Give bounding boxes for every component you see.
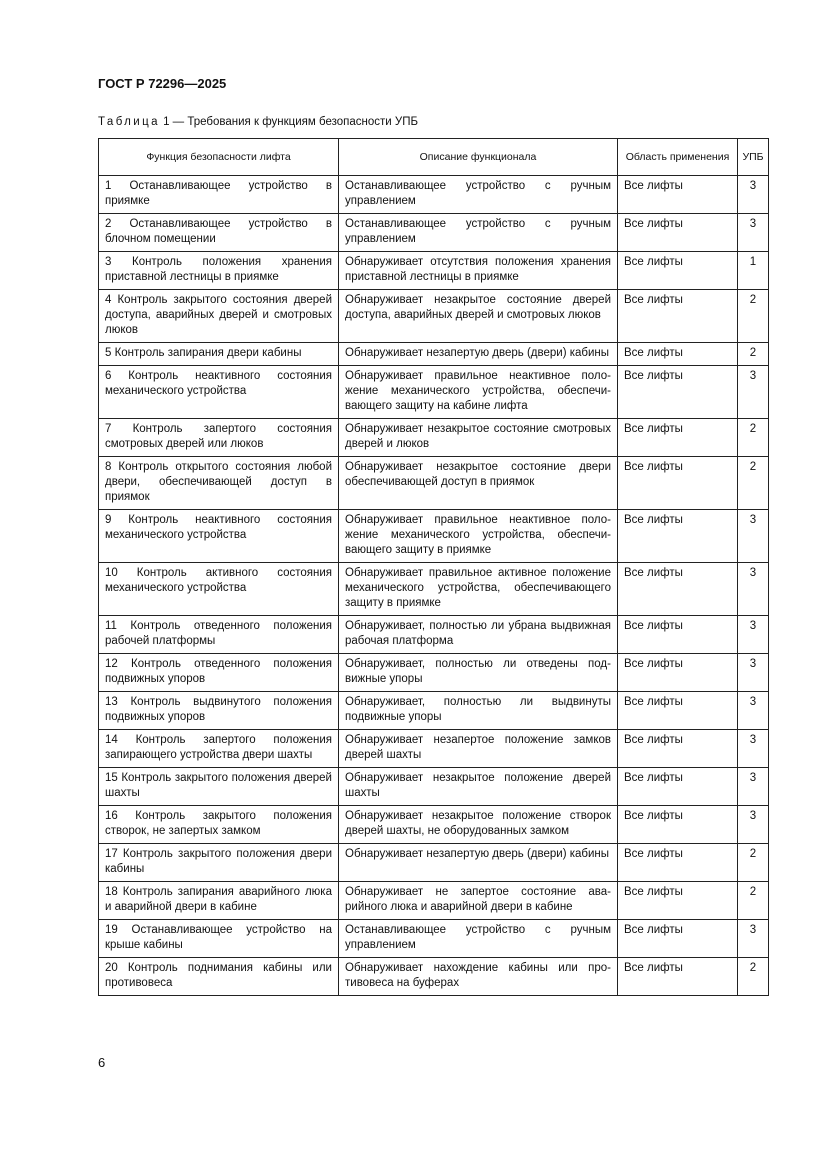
- table-row: [99, 419, 769, 457]
- function-cell: 2 Останавливающее устройство в блочном помещении: [99, 214, 339, 252]
- column-header-description: Описание функционала: [339, 139, 618, 176]
- description-cell: Обнаруживает, полностью ли отведены подвижные упоры: [339, 654, 618, 692]
- table-row: [99, 806, 769, 844]
- table-row: [99, 616, 769, 654]
- function-cell: 6 Контроль неактивного состояния механического устройства: [99, 366, 339, 419]
- function-cell: 13 Контроль выдвинутого положения подвижных упоров: [99, 692, 339, 730]
- description-cell: Останавливающее устройство с ручным управлением: [339, 920, 618, 958]
- scope-cell: Все лифты: [618, 920, 738, 958]
- table-row: [99, 252, 769, 290]
- function-cell: 11 Контроль отведенного положения рабочей платформы: [99, 616, 339, 654]
- function-cell: 1 Останавливающее устройство в приямке: [99, 176, 339, 214]
- table-row: [99, 654, 769, 692]
- upb-cell: 2: [738, 290, 769, 343]
- description-cell: Обнаруживает, полностью ли выдвинуты подвижные упоры: [339, 692, 618, 730]
- table-caption-title: 1 — Требования к функциям безопасности УПБ: [159, 116, 419, 128]
- table-caption: [98, 116, 418, 128]
- upb-cell: 2: [738, 958, 769, 996]
- description-cell: Обнаруживает отсутствия положения хранения приставной лестницы в приямке: [339, 252, 618, 290]
- upb-cell: 3: [738, 214, 769, 252]
- table-row: [99, 958, 769, 996]
- function-cell: 15 Контроль закрытого положения дверей шахты: [99, 768, 339, 806]
- upb-cell: 2: [738, 419, 769, 457]
- scope-cell: Все лифты: [618, 768, 738, 806]
- description-cell: Обнаруживает незапертое положение замков дверей шахты: [339, 730, 618, 768]
- function-cell: 7 Контроль запертого состояния смотровых дверей или люков: [99, 419, 339, 457]
- scope-cell: Все лифты: [618, 692, 738, 730]
- function-cell: 17 Контроль закрытого положения двери кабины: [99, 844, 339, 882]
- safety-requirements-table: [98, 138, 769, 996]
- description-cell: Обнаруживает правильное неактивное положение механического устройства, обеспечивающего защиту на кабине лифта: [339, 366, 618, 419]
- scope-cell: Все лифты: [618, 214, 738, 252]
- upb-cell: 3: [738, 176, 769, 214]
- function-cell: 9 Контроль неактивного состояния механического устройства: [99, 510, 339, 563]
- scope-cell: Все лифты: [618, 616, 738, 654]
- function-cell: 18 Контроль запирания аварийного люка и аварийной двери в кабине: [99, 882, 339, 920]
- column-header-scope: Область применения: [618, 139, 738, 176]
- table-row: [99, 692, 769, 730]
- table-caption-prefix: Таблица: [98, 116, 160, 128]
- scope-cell: Все лифты: [618, 730, 738, 768]
- scope-cell: Все лифты: [618, 343, 738, 366]
- scope-cell: Все лифты: [618, 654, 738, 692]
- table-row: [99, 366, 769, 419]
- upb-cell: 3: [738, 692, 769, 730]
- description-cell: Обнаруживает незакрытое состояние двери обеспечивающей доступ в приямок: [339, 457, 618, 510]
- description-cell: Обнаруживает незапертую дверь (двери) кабины: [339, 844, 618, 882]
- table-row: [99, 563, 769, 616]
- scope-cell: Все лифты: [618, 366, 738, 419]
- description-cell: Обнаруживает незапертую дверь (двери) кабины: [339, 343, 618, 366]
- upb-cell: 3: [738, 920, 769, 958]
- upb-cell: 3: [738, 563, 769, 616]
- description-cell: Обнаруживает, полностью ли убрана выдвижная рабочая платформа: [339, 616, 618, 654]
- upb-cell: 3: [738, 510, 769, 563]
- upb-cell: 1: [738, 252, 769, 290]
- scope-cell: Все лифты: [618, 510, 738, 563]
- table-body: [99, 176, 769, 996]
- upb-cell: 3: [738, 730, 769, 768]
- function-cell: 14 Контроль запертого положения запирающего устройства двери шахты: [99, 730, 339, 768]
- scope-cell: Все лифты: [618, 844, 738, 882]
- description-cell: Обнаруживает незакрытое состояние дверей доступа, аварийных дверей и смотровых люков: [339, 290, 618, 343]
- upb-cell: 2: [738, 844, 769, 882]
- description-cell: Обнаруживает незакрытое положение дверей шахты: [339, 768, 618, 806]
- description-cell: Обнаруживает нахождение кабины или противовеса на буферах: [339, 958, 618, 996]
- scope-cell: Все лифты: [618, 806, 738, 844]
- scope-cell: Все лифты: [618, 457, 738, 510]
- function-cell: 16 Контроль закрытого положения створок, не запертых замком: [99, 806, 339, 844]
- table-row: [99, 844, 769, 882]
- upb-cell: 2: [738, 457, 769, 510]
- scope-cell: Все лифты: [618, 563, 738, 616]
- function-cell: 3 Контроль положения хранения приставной лестницы в приямке: [99, 252, 339, 290]
- upb-cell: 2: [738, 882, 769, 920]
- table-row: [99, 290, 769, 343]
- scope-cell: Все лифты: [618, 252, 738, 290]
- table-row: [99, 882, 769, 920]
- table-header-row: [99, 139, 769, 176]
- upb-cell: 2: [738, 343, 769, 366]
- description-cell: Останавливающее устройство с ручным управлением: [339, 214, 618, 252]
- table-row: [99, 768, 769, 806]
- table-row: [99, 510, 769, 563]
- scope-cell: Все лифты: [618, 958, 738, 996]
- column-header-upb: УПБ: [738, 139, 769, 176]
- upb-cell: 3: [738, 616, 769, 654]
- description-cell: Обнаруживает правильное неактивное положение механического устройства, обеспечивающего защиту в приямке: [339, 510, 618, 563]
- upb-cell: 3: [738, 768, 769, 806]
- table-row: [99, 176, 769, 214]
- scope-cell: Все лифты: [618, 419, 738, 457]
- upb-cell: 3: [738, 654, 769, 692]
- description-cell: Обнаруживает не запертое состояние аварийного люка и аварийной двери в кабине: [339, 882, 618, 920]
- table-row: [99, 730, 769, 768]
- document-header: ГОСТ Р 72296—2025: [98, 76, 227, 91]
- column-header-function: Функция безопасности лифта: [99, 139, 339, 176]
- table-row: [99, 214, 769, 252]
- table-row: [99, 343, 769, 366]
- table-row: [99, 920, 769, 958]
- function-cell: 8 Контроль открытого состояния любой двери, обеспечивающей доступ в приямок: [99, 457, 339, 510]
- function-cell: 19 Останавливающее устройство на крыше кабины: [99, 920, 339, 958]
- scope-cell: Все лифты: [618, 290, 738, 343]
- function-cell: 4 Контроль закрытого состояния дверей доступа, аварийных дверей и смотровых люков: [99, 290, 339, 343]
- function-cell: 5 Контроль запирания двери кабины: [99, 343, 339, 366]
- page-number: 6: [98, 1055, 106, 1070]
- description-cell: Обнаруживает незакрытое положение створок дверей шахты, не оборудованных замком: [339, 806, 618, 844]
- function-cell: 20 Контроль поднимания кабины или противовеса: [99, 958, 339, 996]
- description-cell: Обнаруживает правильное активное положение механического устройства, обеспечивающего защиту в приямке: [339, 563, 618, 616]
- table-row: [99, 457, 769, 510]
- description-cell: Останавливающее устройство с ручным управлением: [339, 176, 618, 214]
- function-cell: 12 Контроль отведенного положения подвижных упоров: [99, 654, 339, 692]
- scope-cell: Все лифты: [618, 882, 738, 920]
- scope-cell: Все лифты: [618, 176, 738, 214]
- upb-cell: 3: [738, 366, 769, 419]
- upb-cell: 3: [738, 806, 769, 844]
- function-cell: 10 Контроль активного состояния механического устройства: [99, 563, 339, 616]
- description-cell: Обнаруживает незакрытое состояние смотровых дверей и люков: [339, 419, 618, 457]
